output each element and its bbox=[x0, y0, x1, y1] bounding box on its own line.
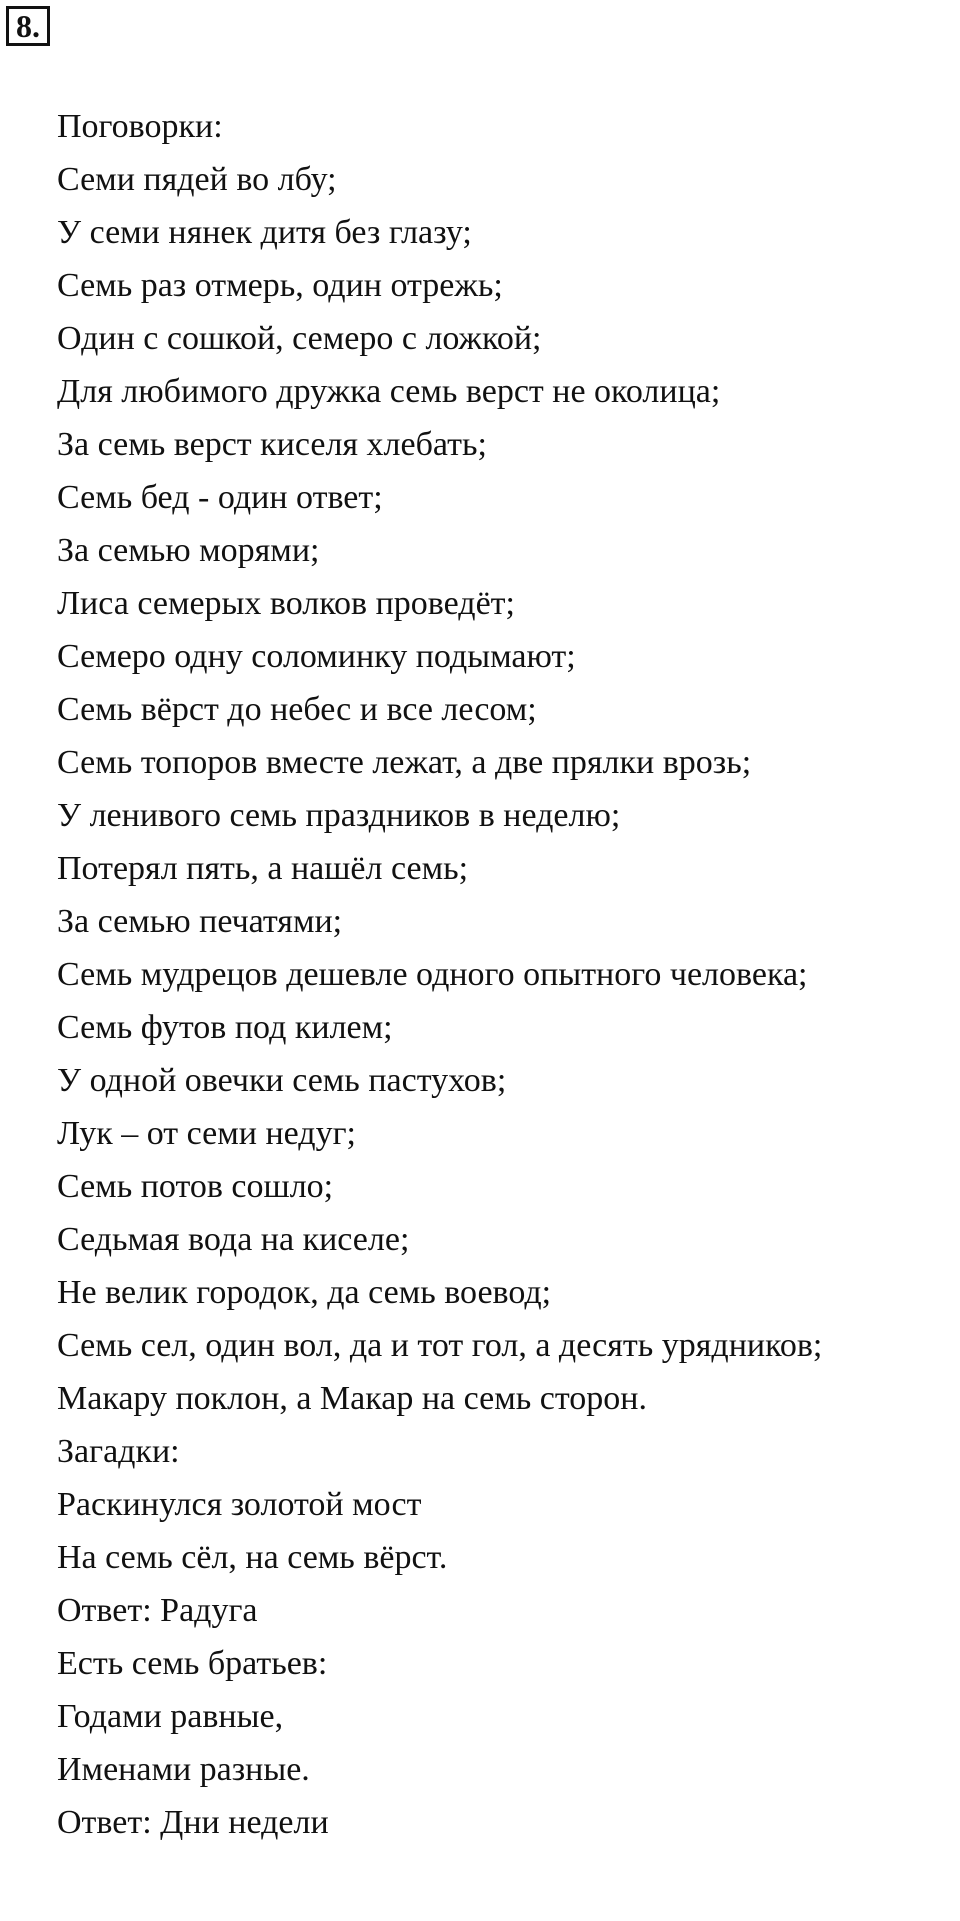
saying-item: Для любимого дружка семь верст не околица; bbox=[57, 373, 721, 410]
saying-item: Лук – от семи недуг; bbox=[57, 1115, 356, 1152]
riddle-answer: Ответ: Радуга bbox=[57, 1592, 258, 1629]
task-number-box: 8. bbox=[6, 6, 50, 46]
saying-item: Не велик городок, да семь воевод; bbox=[57, 1274, 552, 1311]
saying-item: Семь мудрецов дешевле одного опытного человека; bbox=[57, 956, 808, 993]
document-content bbox=[57, 100, 952, 1849]
saying-item: Семеро одну соломинку подымают; bbox=[57, 638, 576, 675]
saying-item: У одной овечки семь пастухов; bbox=[57, 1062, 507, 1099]
riddle-lines bbox=[57, 1478, 952, 1637]
riddle-line: Годами равные, bbox=[57, 1698, 284, 1735]
saying-item: Семь раз отмерь, один отрежь; bbox=[57, 267, 503, 304]
saying-item: Седьмая вода на киселе; bbox=[57, 1221, 410, 1258]
riddle-answer: Ответ: Дни недели bbox=[57, 1804, 329, 1841]
riddle-block bbox=[57, 1478, 952, 1637]
sayings-heading: Поговорки: bbox=[57, 108, 223, 145]
saying-item: Потерял пять, а нашёл семь; bbox=[57, 850, 469, 887]
saying-item: За семью печатями; bbox=[57, 903, 343, 940]
saying-item: У семи нянек дитя без глазу; bbox=[57, 214, 472, 251]
riddle-block bbox=[57, 1637, 952, 1849]
sayings-list bbox=[57, 153, 952, 1425]
riddle-lines bbox=[57, 1637, 952, 1849]
riddle-line: Именами разные. bbox=[57, 1751, 310, 1788]
saying-item: Макару поклон, а Макар на семь сторон. bbox=[57, 1380, 647, 1417]
riddles-heading: Загадки: bbox=[57, 1433, 180, 1470]
saying-item: Семь сел, один вол, да и тот гол, а десять урядников; bbox=[57, 1327, 823, 1364]
riddle-line: Есть семь братьев: bbox=[57, 1645, 328, 1682]
saying-item: Семь потов сошло; bbox=[57, 1168, 334, 1205]
riddle-line: Раскинулся золотой мост bbox=[57, 1486, 422, 1523]
saying-item: Семь футов под килем; bbox=[57, 1009, 393, 1046]
riddle-line: На семь сёл, на семь вёрст. bbox=[57, 1539, 448, 1576]
saying-item: Семь вёрст до небес и все лесом; bbox=[57, 691, 537, 728]
saying-item: За семью морями; bbox=[57, 532, 320, 569]
saying-item: Один с сошкой, семеро с ложкой; bbox=[57, 320, 542, 357]
saying-item: Семь бед - один ответ; bbox=[57, 479, 383, 516]
saying-item: За семь верст киселя хлебать; bbox=[57, 426, 487, 463]
saying-item: У ленивого семь праздников в неделю; bbox=[57, 797, 621, 834]
saying-item: Семь топоров вместе лежат, а две прялки врозь; bbox=[57, 744, 752, 781]
saying-item: Лиса семерых волков проведёт; bbox=[57, 585, 515, 622]
saying-item: Семи пядей во лбу; bbox=[57, 161, 337, 198]
